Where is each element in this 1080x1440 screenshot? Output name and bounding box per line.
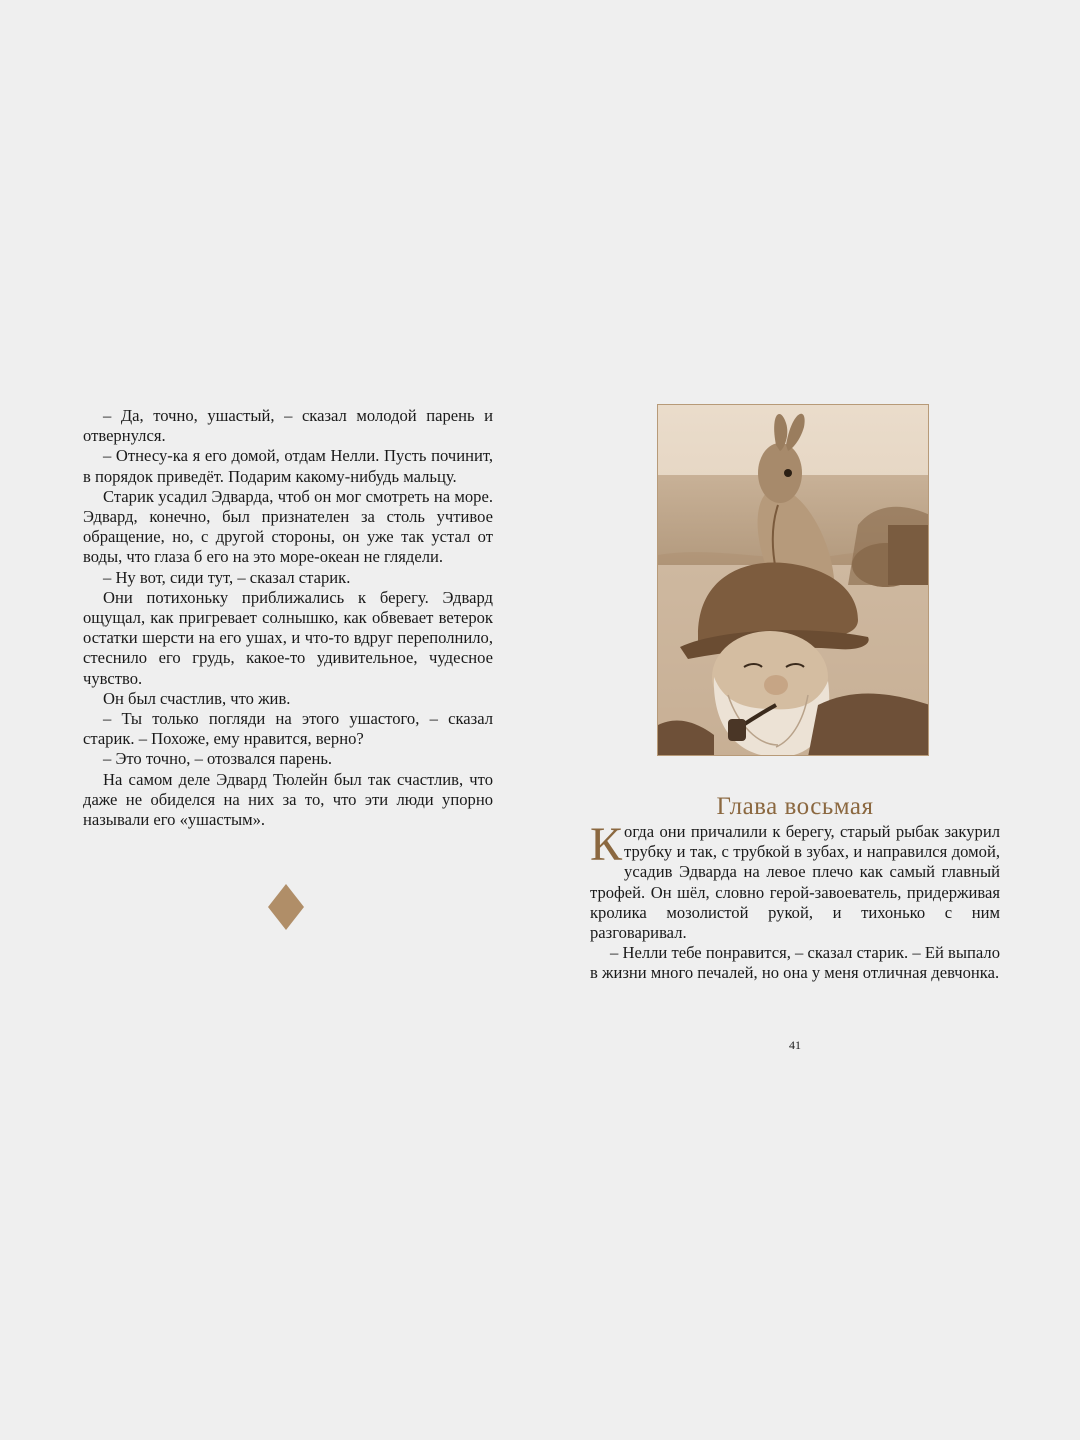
paragraph: – Отнесу-ка я его домой, отдам Нелли. Пусть починит, в порядок приведёт. Подарим какому-нибудь мальцу. [83, 446, 493, 486]
right-page-text [590, 818, 1000, 984]
paragraph-with-dropcap [590, 818, 1000, 943]
paragraph-text: огда они причалили к берегу, старый рыбак закурил трубку и так, с трубкой в зубах, и направился домой, усадив Эдварда на левое плечо как самый главный трофей. Он шёл, словно герой-завоеватель, придерживая кролика мозолистой рукой, и тихонько с ним разговаривал. [590, 822, 1000, 943]
paragraph: – Нелли тебе понравится, – сказал старик. – Ей выпало в жизни много печалей, но она у меня отличная девчонка. [590, 943, 1000, 983]
paragraph: На самом деле Эдвард Тюлейн был так счастлив, что даже не обиделся на них за то, что эти люди упорно называли его «ушастым». [83, 769, 493, 830]
paragraph: – Ты только погляди на этого ушастого, – сказал старик. – Похоже, ему нравится, верно? [83, 709, 493, 749]
drop-cap: К [590, 818, 623, 871]
paragraph: – Ну вот, сиди тут, – сказал старик. [103, 567, 351, 587]
paragraph: – Это точно, – отозвался парень. [103, 749, 333, 769]
illustration-fisherman-with-rabbit [657, 404, 929, 756]
chapter-title: Глава восьмая [716, 793, 874, 820]
paragraph: Он был счастлив, что жив. [103, 688, 291, 708]
diamond-ornament-icon [268, 884, 304, 930]
page-number: 41 [789, 1038, 801, 1052]
paragraph: – Да, точно, ушастый, – сказал молодой парень и отвернулся. [83, 406, 493, 446]
left-page-text [83, 406, 493, 830]
paragraph: Старик усадил Эдварда, чтоб он мог смотреть на море. Эдвард, конечно, был признателен за столь учтивое обращение, но, с другой стороны, он уже так устал от воды, что глаза б его на это море-океан не глядели. [83, 486, 493, 567]
paragraph: Они потихоньку приближались к берегу. Эдвард ощущал, как пригревает солнышко, как обвевает ветерок остатки шерсти на его ушах, и что-то вдруг переполнило, стеснило его грудь, какое-то удивительное, чудесное чувство. [83, 587, 493, 688]
